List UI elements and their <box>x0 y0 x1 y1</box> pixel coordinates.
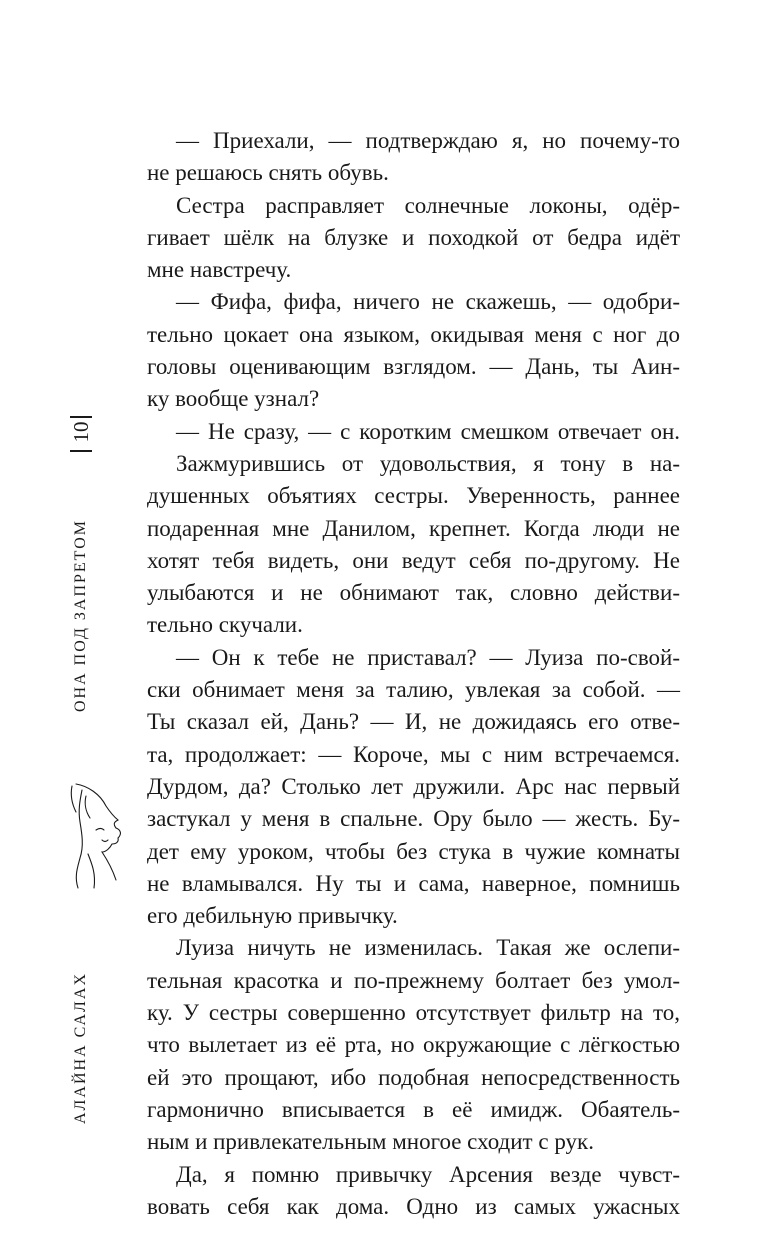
text-line: — Фифа, фифа, ничего не скажешь, — одобри- <box>176 289 680 315</box>
text-line: Сестра расправляет солнечные локоны, одёр- <box>176 192 680 218</box>
text-line: головы оценивающим взглядом. — Дань, ты Аин- <box>147 354 680 380</box>
face-profile-illustration <box>66 782 128 890</box>
text-line: ку вообще узнал? <box>147 386 320 412</box>
text-line: ски обнимает меня за талию, увлекая за собой. — <box>147 677 680 703</box>
text-line: — Приехали, — подтверждаю я, но почему-то <box>176 128 680 153</box>
text-line: Луиза ничуть не изменилась. Такая же ослепи- <box>176 935 680 961</box>
text-line: Зажмурившись от удовольствия, я тону в на- <box>176 450 680 476</box>
text-line: улыбаются и не обнимают так, словно действи- <box>147 580 680 606</box>
page-number <box>70 412 92 452</box>
running-head-author: АЛАЙНА САЛАХ <box>72 971 89 1124</box>
text-line: ей это прощают, ибо подобная непосредственность <box>147 1064 680 1090</box>
text-line: — Не сразу, — с коротким смешком отвечает он. <box>176 418 680 444</box>
page-number-top-rule <box>70 416 92 418</box>
text-line: хотят тебя видеть, они ведут себя по-другому. Не <box>147 547 680 573</box>
text-line: дет ему уроком, чтобы без стука в чужие комнаты <box>147 838 680 864</box>
text-line: тельно скучали. <box>147 612 303 638</box>
running-head-book-title: ОНА ПОД ЗАПРЕТОМ <box>72 518 89 712</box>
text-line: тельная красотка и по-прежнему болтает без умол- <box>147 967 680 993</box>
text-line: душенных объятиях сестры. Уверенность, раннее <box>147 483 680 509</box>
page-number-text: 10 <box>69 421 93 443</box>
text-line: тельно цокает она языком, окидывая меня с ног до <box>147 321 680 347</box>
text-line: вовать себя как дома. Одно из самых ужасных <box>147 1193 680 1219</box>
text-line: застукал у меня в спальне. Ору было — жесть. Бу- <box>147 806 680 832</box>
text-line: — Он к тебе не приставал? — Луиза по-свой- <box>176 644 680 670</box>
text-line: ку. У сестры совершенно отсутствует фильтр на то, <box>147 1000 680 1026</box>
text-line: его дебильную привычку. <box>147 903 398 929</box>
page-number-bottom-rule <box>70 450 92 452</box>
text-line: не решаюсь снять обувь. <box>147 160 389 186</box>
text-line: Дурдом, да? Столько лет дружили. Арс нас первый <box>147 773 680 799</box>
text-line: гармонично вписывается в её имидж. Обаятель- <box>147 1096 680 1122</box>
text-line: та, продолжает: — Короче, мы с ним встречаемся. <box>147 741 680 767</box>
text-line: подаренная мне Данилом, крепнет. Когда люди не <box>147 515 680 541</box>
text-line: Ты сказал ей, Дань? — И, не дожидаясь его отве- <box>147 709 680 735</box>
text-line: ным и привлекательным многое сходит с рук. <box>147 1129 594 1155</box>
text-line: Да, я помню привычку Арсения везде чувст- <box>176 1161 680 1187</box>
text-line: что вылетает из её рта, но окружающие с лёгкостью <box>147 1032 680 1058</box>
text-line: мне навстречу. <box>147 257 292 283</box>
body-text <box>147 125 680 1223</box>
text-line: не вламывался. Ну ты и сама, наверное, помнишь <box>147 870 680 896</box>
text-line: гивает шёлк на блузке и походкой от бедра идёт <box>147 224 680 250</box>
